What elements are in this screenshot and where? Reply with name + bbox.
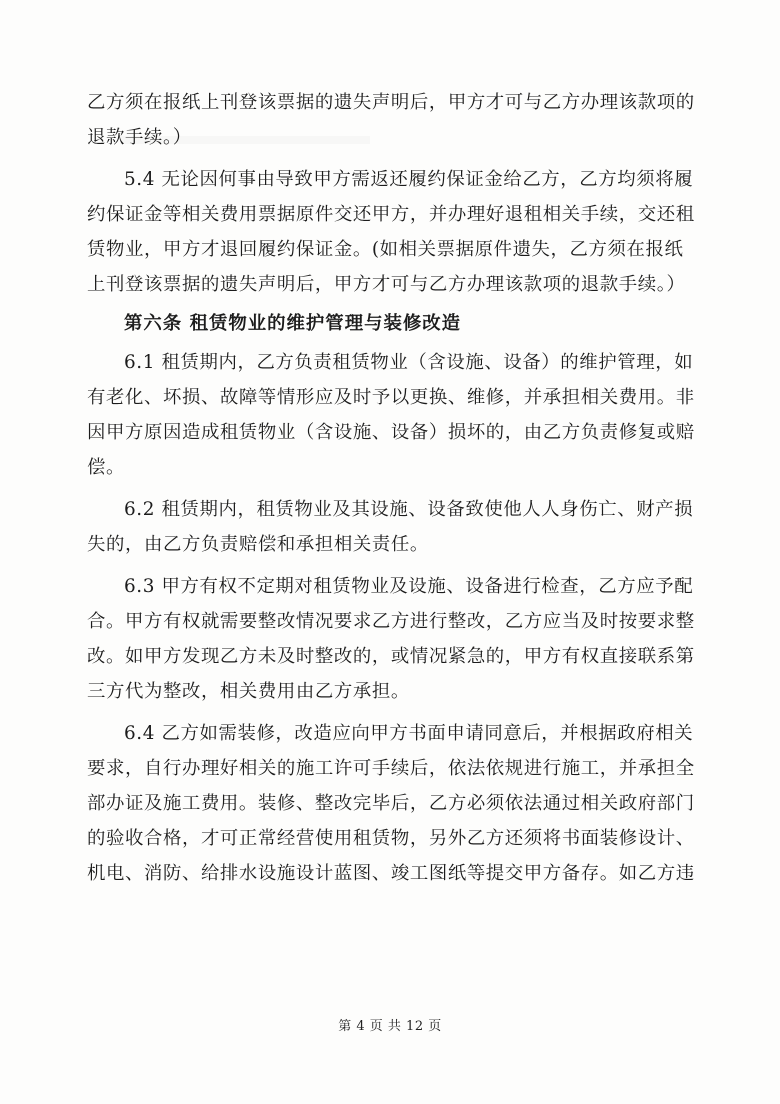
- paragraph-line: 要求，自行办理好相关的施工许可手续后，依法依规进行施工，并承担全: [87, 758, 695, 779]
- paragraph-line: 乙方须在报纸上刊登该票据的遗失声明后，甲方才可与乙方办理该款项的: [87, 92, 695, 113]
- paragraph-line: 部办证及施工费用。装修、整改完毕后，乙方必须依法通过相关政府部门: [87, 793, 695, 814]
- paragraph-line: 赁物业，甲方才退回履约保证金。(如相关票据原件遗失，乙方须在报纸: [87, 239, 684, 260]
- clause-5-4-line: 5.4 无论因何事由导致甲方需返还履约保证金给乙方，乙方均须将履: [124, 169, 694, 190]
- paragraph-line: 上刊登该票据的遗失声明后，甲方才可与乙方办理该款项的退款手续。）: [87, 274, 686, 295]
- clause-6-1-line: 6.1 租赁期内，乙方负责租赁物业（含设施、设备）的维护管理，如: [124, 352, 694, 373]
- paragraph-line: 因甲方原因造成租赁物业（含设施、设备）损坏的，由乙方负责修复或赔: [87, 422, 695, 443]
- section-heading: 第六条 租赁物业的维护管理与装修改造: [124, 313, 462, 334]
- paragraph-line: 改。如甲方发现乙方未及时整改的，或情况紧急的，甲方有权直接联系第: [87, 646, 695, 667]
- paragraph-line: 偿。: [87, 457, 125, 478]
- clause-6-3-line: 6.3 甲方有权不定期对租赁物业及设施、设备进行检查，乙方应予配: [124, 576, 694, 597]
- paragraph-line: 合。甲方有权就需要整改情况要求乙方进行整改，乙方应当及时按要求整: [87, 611, 695, 632]
- paragraph-line: 有老化、坏损、故障等情形应及时予以更换、维修，并承担相关费用。非: [87, 387, 695, 408]
- paragraph-line: 的验收合格，才可正常经营使用租赁物，另外乙方还须将书面装修设计、: [87, 828, 695, 849]
- clause-6-4-line: 6.4 乙方如需装修，改造应向甲方书面申请同意后，并根据政府相关: [124, 723, 694, 744]
- paragraph-line: 约保证金等相关费用票据原件交还甲方，并办理好退租相关手续，交还租: [87, 204, 695, 225]
- clause-6-2-line: 6.2 租赁期内，租赁物业及其设施、设备致使他人人身伤亡、财产损: [124, 499, 694, 520]
- paragraph-line: 退款手续。）: [87, 127, 192, 148]
- paragraph-line: 三方代为整改，相关费用由乙方承担。: [87, 681, 410, 702]
- document-body: [87, 85, 695, 891]
- paragraph-line: 失的，由乙方负责赔偿和承担相关责任。: [87, 534, 429, 555]
- paragraph-line: 机电、消防、给排水设施设计蓝图、竣工图纸等提交甲方备存。如乙方违: [87, 863, 695, 884]
- page-number-footer: 第 4 页 共 12 页: [338, 1019, 442, 1034]
